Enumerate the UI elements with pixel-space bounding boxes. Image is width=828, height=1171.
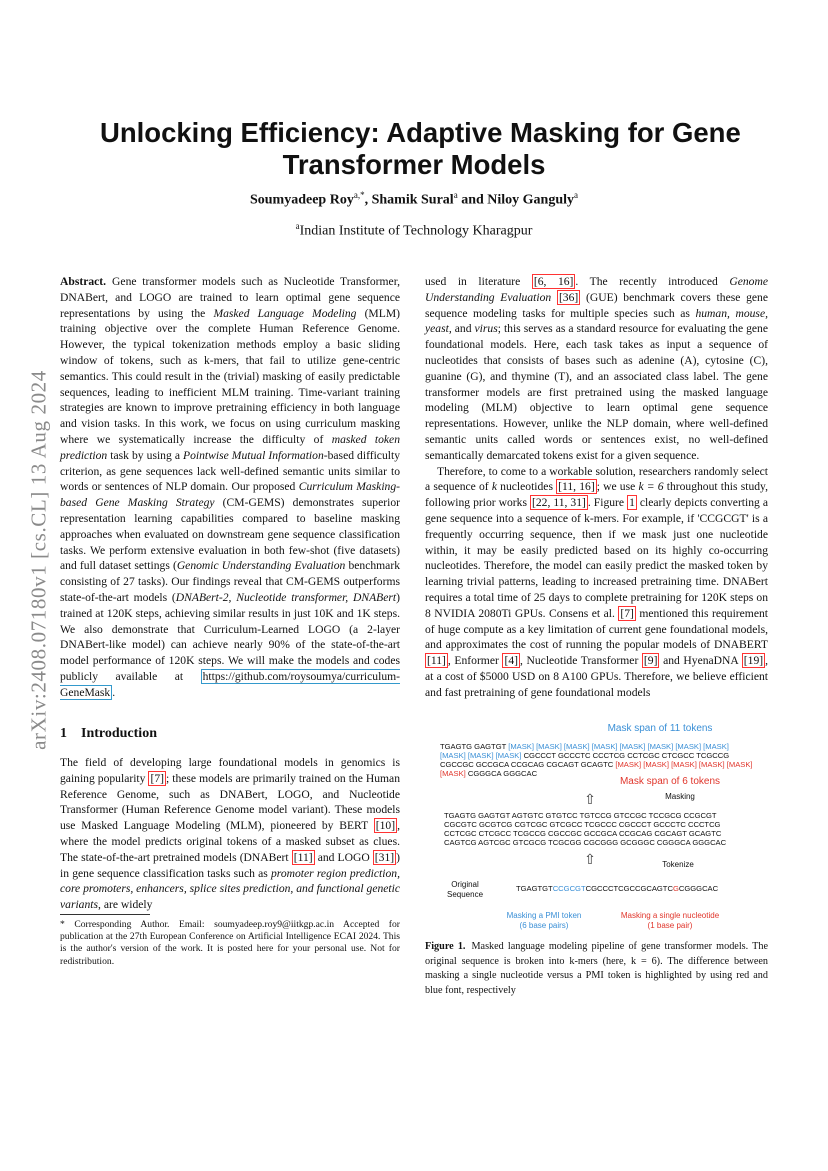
intro-term: promoter region prediction, core promoters, enhancers, splice sites prediction, and functional genetic variants — [60, 866, 400, 912]
caption-text: Masked language modeling pipeline of gene transformer models. The original sequence is broken into k-mers (here, k = 6). The difference between masking a single nucleotide versus a PMI token is highlighted by using red and blue font, respectively — [425, 941, 768, 996]
figure-link[interactable]: 1 — [629, 496, 635, 510]
sequence-segment: G — [672, 884, 679, 893]
intro-text: ) in gene sequence classification tasks such as — [60, 850, 400, 880]
right-column — [425, 274, 768, 701]
sequence-segment: CAGTCG AGTCGC GTCGCG TCGCGG CGCGGG GCGGGC CGGGCA GGGCAC — [444, 838, 727, 847]
caption-label: Figure 1. — [425, 941, 466, 952]
intro-text: , are widely — [98, 898, 153, 912]
body-text: , Enformer — [447, 654, 503, 668]
label-original-1: Original — [451, 880, 479, 889]
body-text: . The recently introduced — [575, 275, 730, 288]
original-sequence — [516, 884, 719, 893]
citation-link[interactable]: [7] — [150, 771, 164, 785]
citation-link[interactable]: [22, 11, 31] — [531, 496, 586, 510]
legend-pmi-line-1: Masking a PMI token — [506, 911, 582, 920]
abstract-text: Gene transformer models such as Nucleotide Transformer, DNABert, and LOGO are trained to learn optimal gene sequence representations by using the — [60, 275, 400, 320]
abstract-text: . — [112, 685, 116, 699]
abstract-term: Masked Language Modeling — [213, 306, 357, 320]
sequence-segment: [MASK] [MASK] [MASK] — [440, 751, 524, 760]
citation-link[interactable]: [31] — [374, 850, 395, 864]
sequence-segment: [MASK] — [440, 769, 468, 778]
sequence-segment: CGCCGC GCCGCA CCGCAG CGCAGT GCAGTC — [440, 760, 616, 769]
abstract-term: masked token prediction — [60, 432, 400, 462]
sequence-segment: TGAGTG GAGTGT — [440, 742, 509, 751]
body-text: (GUE) benchmark covers these gene sequence modeling tasks for multiple species such as — [425, 290, 768, 320]
citation-link[interactable]: [4] — [504, 654, 518, 668]
body-term: Genome Understanding Evaluation — [425, 275, 768, 304]
intro-text: , where the model predicts original tokens of a masked subset as clues. The state-of-the-art pretrained models (DNABert — [60, 819, 400, 864]
abstract-text: (CM-GEMS) demonstrates superior representation learning capabilities compared to baseline masking approaches when evaluated on downstream gene sequence classification tasks. We perform extensive evaluation in both few-shot (five datasets) and full dataset settings ( — [60, 496, 400, 573]
body-text: and — [451, 322, 475, 336]
section-number: 1 — [60, 726, 67, 741]
sequence-segment: [MASK] [MASK] [MASK] [MASK] [MASK] — [615, 760, 753, 769]
sequence-row — [440, 760, 753, 769]
sequence-row — [440, 751, 729, 760]
citation-link[interactable]: [36] — [558, 290, 579, 304]
body-text: , at a cost of $5000 USD on 8 A100 GPUs. Therefore, we believe efficient and fast pretraining of gene foundational models — [425, 654, 769, 699]
citation-link[interactable]: [7] — [620, 606, 634, 620]
sequence-segment: CGGGCA GGGCAC — [467, 769, 538, 778]
footnote-rule — [60, 914, 150, 915]
paper-title — [100, 117, 741, 181]
abstract-term: Pointwise Mutual Information — [183, 448, 324, 462]
figure-caption — [425, 940, 768, 998]
code-url-link[interactable]: https://github.com/roysoumya/curriculum-GeneMask — [60, 669, 400, 699]
legend-single-line-2: (1 base pair) — [647, 921, 693, 930]
abstract-term: Curriculum Masking-based Gene Masking Strategy — [60, 480, 401, 510]
abstract — [60, 274, 400, 701]
section-title: Introduction — [81, 726, 157, 741]
sequence-row — [444, 829, 722, 838]
sequence-segment: TGAGTG GAGTGT AGTGTC GTGTCC TGTCCG GTCCGC TCCGCG CCGCGT — [444, 811, 717, 820]
body-text: used in literature — [425, 275, 532, 288]
citation-link[interactable]: [11, 16] — [558, 480, 595, 494]
label-masking: Masking — [665, 792, 695, 801]
citation-link[interactable]: [6, 16] — [533, 275, 574, 288]
sequence-row — [444, 811, 717, 820]
sequence-segment: TGAGTGT — [516, 884, 553, 893]
sequence-segment: CCTCGC CTCGCC TCGCCG CGCCGC GCCGCA CCGCAG CGCAGT GCAGTC — [444, 829, 722, 838]
author-1-sup[interactable]: a,* — [353, 190, 365, 200]
author-list — [100, 190, 728, 209]
abstract-term: Genomic Understanding Evaluation — [176, 559, 346, 573]
body-text: . Figure — [587, 496, 628, 510]
body-text: and HyenaDNA — [659, 654, 742, 668]
abstract-label: Abstract. — [60, 275, 107, 288]
sequence-segment: CCGCGT — [552, 884, 586, 893]
author-sep: , — [364, 192, 372, 208]
author-2: Shamik Sural — [371, 192, 454, 208]
author-and: and — [457, 192, 488, 208]
intro-text: ; these models are primarily trained on the Human Reference Genome, such as DNABert, LOGO, and Nucleotide Transformer (Human Reference Genome model variant). These models use Masked Language Modeling (MLM), pioneered by BERT — [60, 771, 401, 833]
arxiv-stamp: arXiv:2408.07180v1 [cs.CL] 13 Aug 2024 — [26, 370, 51, 750]
label-mask-span-11: Mask span of 11 tokens — [607, 723, 713, 734]
abstract-text: -based difficulty criterion, as gene sequences lack well-defined semantic units similar to words or sentences of NLP domain. Our proposed — [60, 448, 400, 494]
abstract-text: ) trained at 120K steps, achieving similar results in just 10K and 1K steps. We also demonstrate that Curriculum-Learned LOGO (a 2-layer DNABert-like model) can achieve nearly 90% of the state-of-the-art model performance of 120K steps. We will make the models and codes publicly available at — [60, 590, 400, 683]
citation-link[interactable]: [10] — [375, 819, 396, 833]
legend-pmi-line-2: (6 base pairs) — [519, 921, 569, 930]
figure-1 — [430, 716, 770, 934]
footnote: * Corresponding Author. Email: soumyadeep.roy9@iitkgp.ac.in Accepted for publication at the 27th European Conference on Artificial Intelligence ECAI 2024. This is the author's version of the work. It is posted here for your personal use. Not for redistribution. — [60, 919, 400, 967]
body-text: ; this serves as a standard resource for evaluating the gene foundational models. Here, each task takes as input a sequence of nucleotides that consists of bases such as adenine (A), cytosine (C), guanine (G), and thymine (T), and an associated class label. The gene transformer models are first pretrained using the masked language modeling (MLM) objective to learn optimal gene sequence representations. However, unlike the NLP domain, where well-defined semantic units called words or sentences exist, no well-defined semantically demarcated tokens exist for a given sequence. — [425, 322, 768, 462]
masking-pipeline-diagram — [430, 716, 770, 934]
body-text: mentioned this requirement of huge compute as a key limitation of current gene foundational models, and approximates the cost of running the popular models of DNABERT — [425, 606, 768, 652]
sequence-row — [440, 742, 729, 751]
sequence-segment: [MASK] [MASK] [MASK] [MASK] [MASK] [MASK] [MASK] [MASK] — [508, 742, 729, 751]
citation-link[interactable]: [9] — [643, 654, 658, 668]
body-term: human, mouse, yeast, — [425, 306, 768, 336]
body-text: nucleotides — [496, 480, 557, 494]
body-text: ; we use — [596, 480, 639, 494]
body-text: clearly depicts converting a gene sequence into a sequence of k-mers. For example, if 'CCGCGT' is a frequently occurring sequence, then if we mask just one nucleotide within, it may be easily predicted based on its highly co-occurring nucleotides. Therefore, the model can easily predict the masked token by learning trivial patterns, leading to increased pretraining time. DNABert requires a total time of 25 days to complete pretraining for 120K steps on 8 NVIDIA 2080Ti GPUs. Consens et al. — [425, 496, 768, 620]
sequence-segment: CGCCCTCGCCGCAGTC — [585, 884, 673, 893]
sequence-segment: CGCCCT GCCCTC CCCTCG CCTCGC CTCGCC TCGCCG — [523, 751, 730, 760]
masked-sequence-pmi — [440, 742, 753, 778]
affiliation — [100, 221, 728, 240]
title-line-1: Unlocking Efficiency: Adaptive Masking for Gene — [100, 117, 741, 148]
author-1: Soumyadeep Roy — [249, 192, 354, 208]
author-2-sup: a — [453, 190, 458, 200]
sequence-row — [444, 838, 727, 847]
kmer-sequence — [444, 811, 727, 847]
body-text: throughout this study, following prior works — [425, 480, 768, 510]
abstract-term: DNABert-2, Nucleotide transformer, DNABert — [175, 590, 397, 604]
math-k: k — [491, 480, 497, 494]
body-term: virus — [474, 322, 498, 336]
sequence-row — [440, 769, 538, 778]
abstract-text: benchmark consisting of 27 tasks). Our findings reveal that CM-GEMS outperforms state-of-the-art models ( — [60, 559, 400, 604]
math-k-equals: k = 6 — [638, 480, 664, 494]
label-original-2: Sequence — [446, 890, 484, 899]
abstract-text: task by using a — [107, 448, 184, 462]
label-tokenize: Tokenize — [662, 860, 694, 869]
intro-text: The field of developing large foundational models in genomics is gaining popularity — [60, 756, 400, 785]
up-arrow-icon: ⇧ — [584, 851, 596, 867]
intro-paragraph — [60, 755, 400, 913]
abstract-text: (MLM) training objective over the complete Human Reference Genome. However, the typical tokenization methods employ a basic sliding window of tokens, such as k-mers, that fail to utilize gene-centric semantics. This could result in the (trivial) masking of easily predictable sequences, leading to inefficient MLM training. Time-variant training strategies are known to improve pretraining efficiency in both language and vision tasks. In this work, we focus on using curriculum masking where we systematically increase the difficulty of — [60, 306, 400, 446]
up-arrow-icon: ⇧ — [584, 791, 596, 807]
body-text: Therefore, to come to a workable solution, researchers randomly select a sequence of — [425, 464, 768, 494]
legend-single-line-1: Masking a single nucleotide — [620, 911, 720, 920]
citation-link[interactable]: [11] — [293, 850, 313, 864]
citation-link[interactable]: [11] — [427, 654, 446, 668]
author-3-sup: a — [574, 190, 579, 200]
title-line-2: Transformer Models — [282, 149, 546, 180]
sequence-row — [444, 820, 721, 829]
body-text: , Nucleotide Transformer — [519, 654, 642, 668]
citation-link[interactable]: [19] — [743, 654, 764, 668]
sequence-segment: CGCGTC GCGTCG CGTCGC GTCGCC TCGCCC CGCCCT GCCCTC CCCTCG — [444, 820, 721, 829]
affiliation-name: Indian Institute of Technology Kharagpur — [299, 223, 533, 239]
author-3: Niloy Ganguly — [487, 192, 575, 208]
intro-text: and LOGO — [314, 850, 373, 864]
label-mask-span-6: Mask span of 6 tokens — [619, 776, 721, 787]
sequence-segment: CGGGCAC — [678, 884, 719, 893]
section-heading — [60, 726, 171, 742]
affiliation-sup: a — [295, 221, 300, 231]
